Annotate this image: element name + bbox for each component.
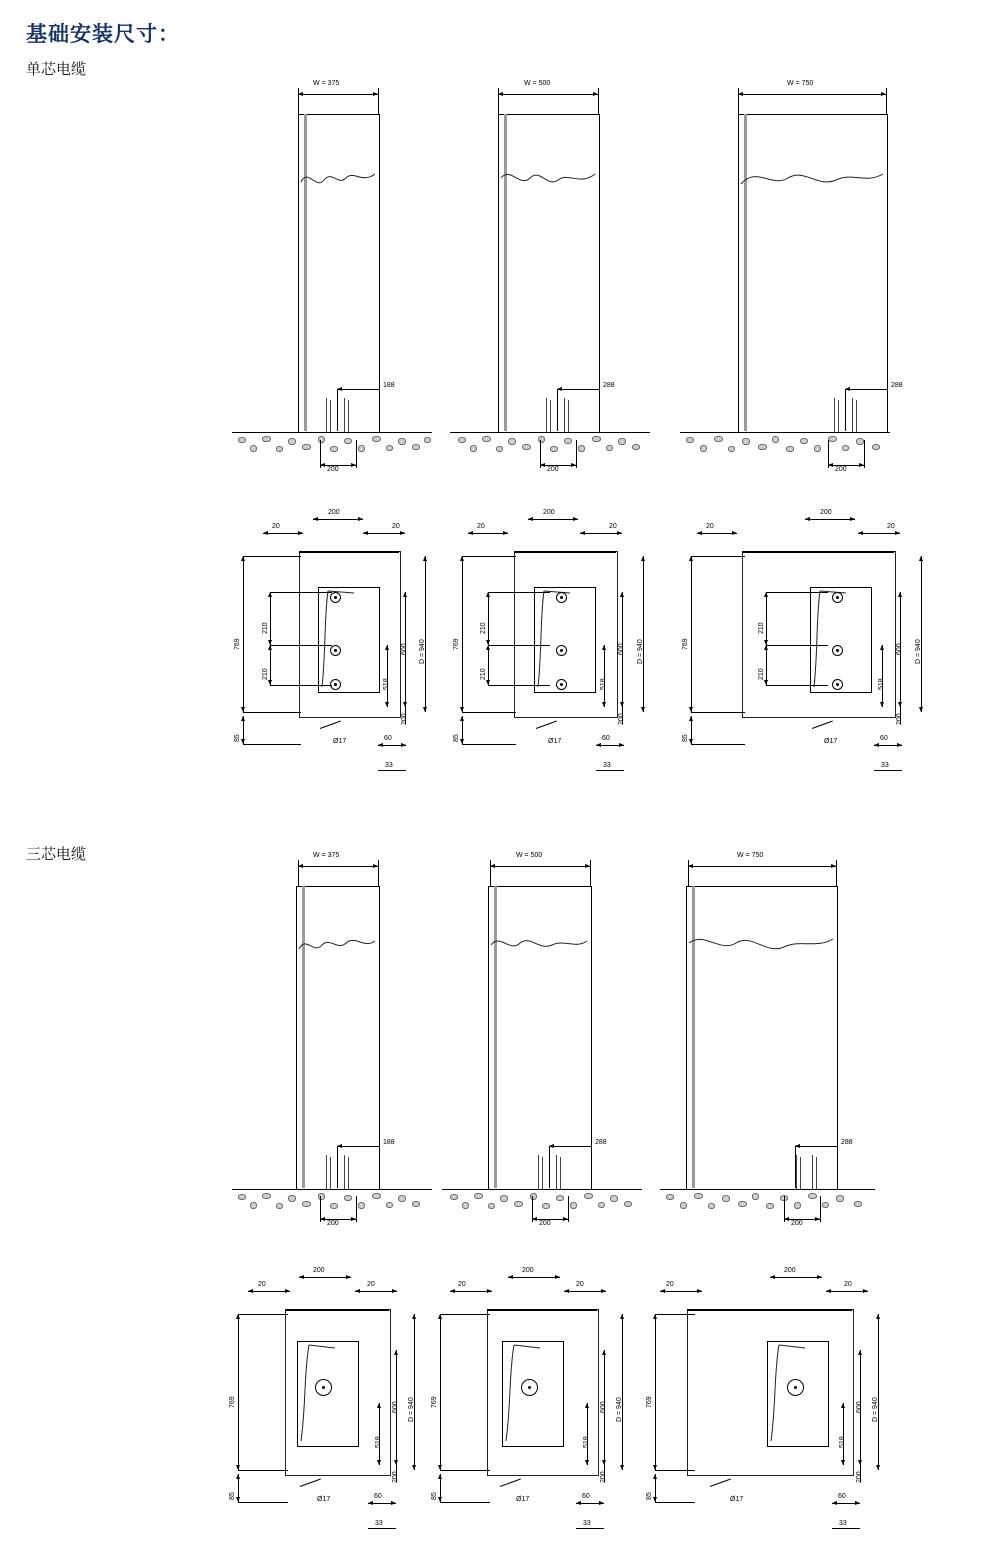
dim-20b: 20 (367, 1281, 375, 1288)
dim-33: 33 (375, 1520, 383, 1527)
dim-D940: D = 940 (915, 639, 922, 664)
dim-600: 600 (896, 643, 903, 655)
mounting-hole (556, 679, 567, 690)
dim-20b: 20 (576, 1281, 584, 1288)
dim-200: 200 (543, 509, 555, 516)
dim-200c: 200 (896, 713, 903, 725)
dim-20b: 20 (844, 1281, 852, 1288)
dim-offset: 288 (595, 1139, 607, 1146)
dim-769: 769 (431, 1396, 438, 1408)
dim-200c: 200 (618, 713, 625, 725)
mounting-hole (832, 679, 843, 690)
hole-callout: Ø17 (333, 738, 347, 745)
dim-20b: 20 (392, 523, 400, 530)
dim-20: 20 (706, 523, 714, 530)
dim-D940: D = 940 (419, 639, 426, 664)
gravel-hatch (232, 433, 432, 455)
mounting-hole (556, 592, 567, 603)
dim-210b: 210 (480, 668, 487, 680)
dim-33: 33 (385, 762, 393, 769)
gravel-hatch (232, 1190, 432, 1212)
dim-20: 20 (477, 523, 485, 530)
dim-base: 200 (539, 1220, 551, 1227)
mounting-hole (556, 645, 567, 656)
dim-33: 33 (881, 762, 889, 769)
mounting-hole (315, 1379, 332, 1396)
hole-leader (500, 1479, 521, 1487)
dim-width: W = 375 (313, 852, 340, 859)
dim-20: 20 (258, 1281, 266, 1288)
dim-518: 518 (383, 678, 390, 690)
dim-width: W = 750 (737, 852, 764, 859)
hole-callout: Ø17 (516, 1496, 530, 1503)
dim-200c: 200 (401, 713, 408, 725)
hole-leader (812, 721, 833, 729)
dim-200c: 200 (600, 1471, 607, 1483)
dim-offset: 288 (841, 1139, 853, 1146)
dim-60: 60 (880, 735, 888, 742)
page-title: 基础安装尺寸： (26, 22, 180, 46)
dim-D940: D = 940 (872, 1397, 879, 1422)
dim-600: 600 (392, 1401, 399, 1413)
hole-leader (300, 1479, 321, 1487)
gravel-hatch (442, 1190, 642, 1212)
dim-85: 85 (234, 734, 241, 742)
dim-200: 200 (328, 509, 340, 516)
dim-width: W = 500 (516, 852, 543, 859)
hole-callout: Ø17 (730, 1496, 744, 1503)
dim-85: 85 (229, 1492, 236, 1500)
dim-210a: 210 (480, 622, 487, 634)
dim-210a: 210 (262, 622, 269, 634)
dim-518: 518 (878, 678, 885, 690)
dim-D940: D = 940 (637, 639, 644, 664)
dim-200: 200 (784, 1267, 796, 1274)
dim-offset: 188 (383, 1139, 395, 1146)
dim-width: W = 750 (787, 80, 814, 87)
dim-60: 60 (602, 735, 610, 742)
dim-200: 200 (313, 1267, 325, 1274)
mounting-hole (330, 592, 341, 603)
dim-210a: 210 (758, 622, 765, 634)
dim-33: 33 (839, 1520, 847, 1527)
dim-769: 769 (453, 638, 460, 650)
hole-leader (536, 721, 557, 729)
dim-width: W = 500 (524, 80, 551, 87)
hole-callout: Ø17 (317, 1496, 331, 1503)
dim-20: 20 (272, 523, 280, 530)
section-label-three-core: 三芯电缆 (26, 847, 87, 863)
dim-518: 518 (375, 1436, 382, 1448)
dim-60: 60 (384, 735, 392, 742)
dim-769: 769 (682, 638, 689, 650)
mounting-hole (832, 592, 843, 603)
dim-600: 600 (856, 1401, 863, 1413)
gravel-hatch (660, 1190, 875, 1212)
dim-offset: 288 (891, 382, 903, 389)
dim-60: 60 (838, 1493, 846, 1500)
hole-leader (320, 721, 341, 729)
dim-200c: 200 (856, 1471, 863, 1483)
dim-85: 85 (682, 734, 689, 742)
dim-200: 200 (522, 1267, 534, 1274)
dim-offset: 288 (603, 382, 615, 389)
dim-33: 33 (583, 1520, 591, 1527)
dim-769: 769 (229, 1396, 236, 1408)
mounting-hole (330, 645, 341, 656)
dim-85: 85 (646, 1492, 653, 1500)
dim-base: 200 (327, 466, 339, 473)
dim-20b: 20 (887, 523, 895, 530)
dim-518: 518 (583, 1436, 590, 1448)
dim-210b: 210 (262, 668, 269, 680)
dim-D940: D = 940 (616, 1397, 623, 1422)
dim-33: 33 (603, 762, 611, 769)
gravel-hatch (680, 433, 890, 455)
dim-200c: 200 (392, 1471, 399, 1483)
dim-769: 769 (646, 1396, 653, 1408)
dim-base: 200 (547, 466, 559, 473)
dim-base: 200 (835, 466, 847, 473)
dim-20b: 20 (609, 523, 617, 530)
mounting-hole (832, 645, 843, 656)
hole-callout: Ø17 (548, 738, 562, 745)
dim-base: 200 (791, 1220, 803, 1227)
mounting-hole (521, 1379, 538, 1396)
dim-offset: 188 (383, 382, 395, 389)
dim-600: 600 (618, 643, 625, 655)
dim-base: 200 (327, 1220, 339, 1227)
dim-85: 85 (453, 734, 460, 742)
dim-600: 600 (600, 1401, 607, 1413)
dim-769: 769 (234, 638, 241, 650)
hole-leader (710, 1479, 731, 1487)
dim-210b: 210 (758, 668, 765, 680)
mounting-hole (787, 1379, 804, 1396)
dim-D940: D = 940 (408, 1397, 415, 1422)
hole-callout: Ø17 (824, 738, 838, 745)
dim-20: 20 (458, 1281, 466, 1288)
dim-600: 600 (401, 643, 408, 655)
dim-width: W = 375 (313, 80, 340, 87)
dim-60: 60 (582, 1493, 590, 1500)
dim-518: 518 (600, 678, 607, 690)
section-label-single-core: 单芯电缆 (26, 62, 87, 78)
dim-85: 85 (431, 1492, 438, 1500)
dim-20: 20 (666, 1281, 674, 1288)
dim-200: 200 (820, 509, 832, 516)
gravel-hatch (450, 433, 650, 455)
dim-60: 60 (374, 1493, 382, 1500)
dim-518: 518 (839, 1436, 846, 1448)
